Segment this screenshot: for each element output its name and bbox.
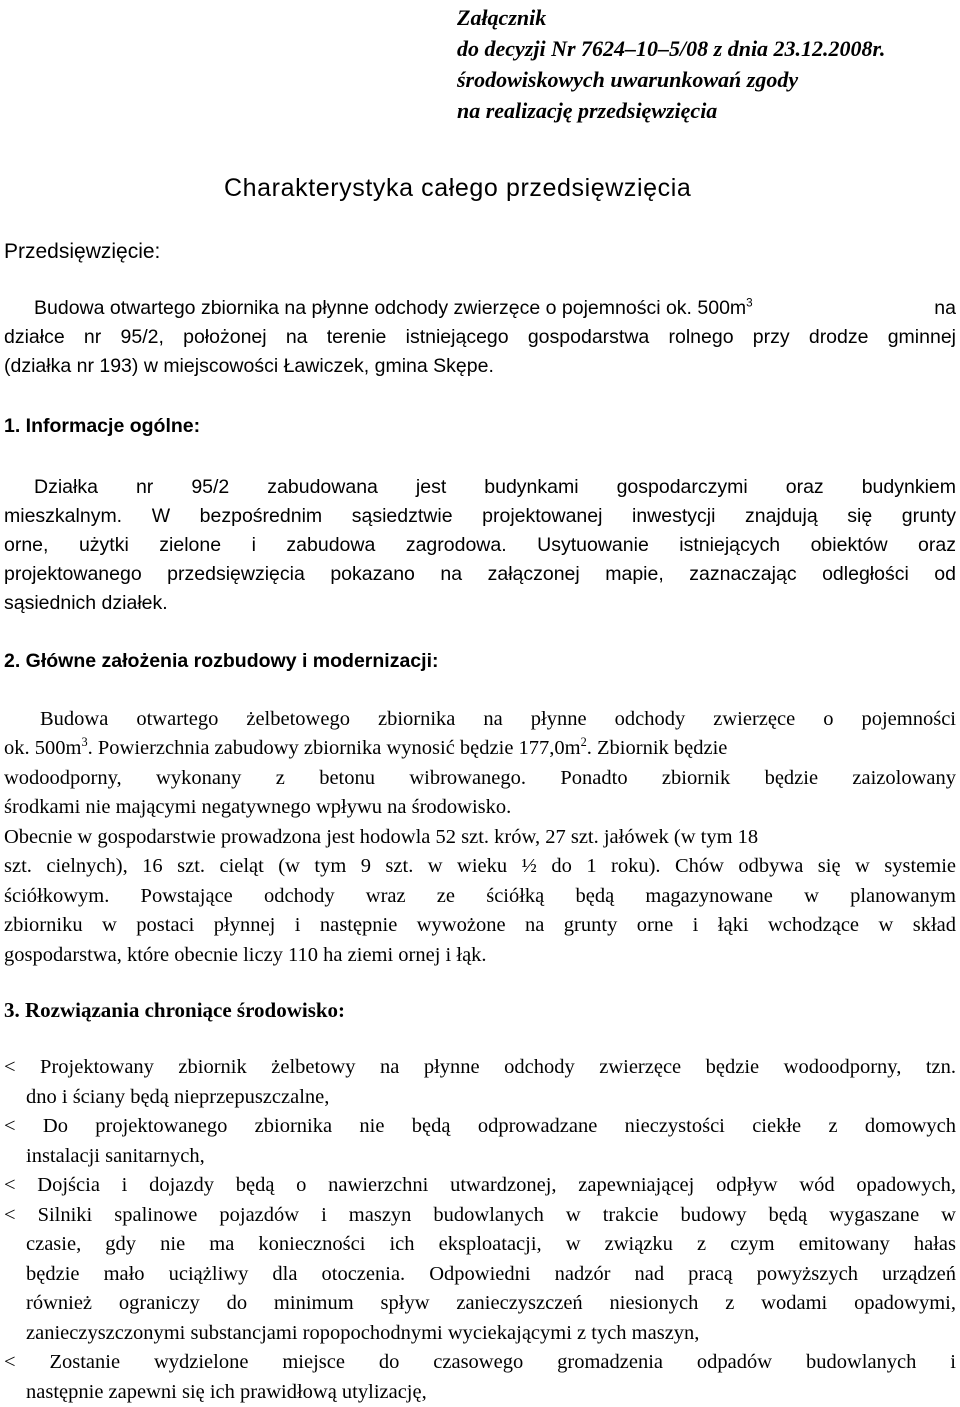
section-1-line: mieszkalnym. W bezpośrednim sąsiedztwie projektowanej inwestycji znajdują się grunty [4, 502, 956, 531]
project-line: (działka nr 193) w miejscowości Ławiczek, gmina Skępe. [4, 352, 956, 381]
project-description [34, 294, 956, 323]
project-label: Przedsięwzięcie: [4, 240, 160, 264]
section-2-heading: 2. Główne założenia rozbudowy i modernizacji: [4, 650, 438, 673]
project-line: działce nr 95/2, położonej na terenie istniejącego gospodarstwa rolnego przy drodze gminnej [4, 323, 956, 352]
section-2-line: Obecnie w gospodarstwie prowadzona jest hodowla 52 szt. krów, 27 szt. jałówek (w tym 18 [4, 823, 956, 853]
section-1-line: projektowanego przedsięwzięcia pokazano na załączonej mapie, zaznaczając odległości od [4, 560, 956, 589]
superscript: 2 [581, 735, 587, 749]
section-2-text: ok. 500m [4, 737, 81, 759]
project-line-text: Budowa otwartego zbiornika na płynne odchody zwierzęce o pojemności ok. 500m [34, 297, 746, 319]
section-3-line: < Silniki spalinowe pojazdów i maszyn budowlanych w trakcie budowy będą wygaszane w [4, 1201, 956, 1231]
section-3-heading: 3. Rozwiązania chroniące środowisko: [4, 998, 345, 1023]
section-3-line: dno i ściany będą nieprzepuszczalne, [4, 1083, 956, 1113]
section-1-first-line [34, 473, 956, 502]
section-3-line: < Projektowany zbiornik żelbetowy na płynne odchody zwierzęce będzie wodoodporny, tzn. [4, 1053, 956, 1083]
project-line-end: na [934, 294, 956, 323]
attachment-title: Załącznik [457, 2, 885, 33]
attachment-header [457, 2, 885, 126]
section-3-line: będzie mało uciążliwy dla otoczenia. Odpowiedni nadzór nad pracą powyższych urządzeń [4, 1260, 956, 1290]
superscript: 3 [81, 735, 87, 749]
section-2-text: . Zbiornik będzie [587, 737, 728, 759]
section-2-line [4, 734, 956, 764]
section-3-line: < Dojścia i dojazdy będą o nawierzchni utwardzonej, zapewniającej odpływ wód opadowych, [4, 1171, 956, 1201]
section-2-text: . Powierzchnia zabudowy zbiornika wynosić będzie 177,0m [88, 737, 581, 759]
section-2-body [4, 734, 956, 970]
section-3-line: następnie zapewni się ich prawidłową utylizację, [4, 1378, 956, 1407]
section-3-body [4, 1053, 956, 1407]
section-2-line: wodoodporny, wykonany z betonu wibrowanego. Ponadto zbiornik będzie zaizolowany [4, 764, 956, 794]
section-3-line: < Zostanie wydzielone miejsce do czasowego gromadzenia odpadów budowlanych i [4, 1348, 956, 1378]
section-3-line: < Do projektowanego zbiornika nie będą odprowadzane nieczystości ciekłe z domowych [4, 1112, 956, 1142]
section-3-line: instalacji sanitarnych, [4, 1142, 956, 1172]
section-1-line: sąsiednich działek. [4, 589, 956, 618]
section-1-body [4, 502, 956, 618]
section-2-line: ściółkowym. Powstające odchody wraz ze ściółką będą magazynowane w planowanym [4, 882, 956, 912]
section-2-line: Budowa otwartego żelbetowego zbiornika na płynne odchody zwierzęce o pojemności [40, 705, 956, 735]
superscript: 3 [746, 297, 753, 310]
section-1-line: Działka nr 95/2 zabudowana jest budynkami gospodarczymi oraz budynkiem [34, 473, 956, 502]
section-2-line: środkami nie mającymi negatywnego wpływu na środowisko. [4, 793, 956, 823]
project-line [34, 294, 956, 323]
section-2-line: szt. cielnych), 16 szt. cieląt (w tym 9 szt. w wieku ½ do 1 roku). Chów odbywa się w systemie [4, 852, 956, 882]
document-title: Charakterystyka całego przedsięwzięcia [224, 174, 691, 203]
attachment-decision-ref: do decyzji Nr 7624–10–5/08 z dnia 23.12.2008r. [457, 33, 885, 64]
section-1-line: orne, użytki zielone i zabudowa zagrodowa. Usytuowanie istniejących obiektów oraz [4, 531, 956, 560]
attachment-subject-line: na realizację przedsięwzięcia [457, 95, 885, 126]
section-2-line: zbiorniku w postaci płynnej i następnie wywożone na grunty orne i łąki wchodzące w skład [4, 911, 956, 941]
section-2-first-line [40, 705, 956, 735]
section-3-line: czasie, gdy nie ma konieczności ich eksploatacji, w związku z czym emitowany hałas [4, 1230, 956, 1260]
section-2-line: gospodarstwa, które obecnie liczy 110 ha ziemi ornej i łąk. [4, 941, 956, 971]
attachment-subject-line: środowiskowych uwarunkowań zgody [457, 64, 885, 95]
section-1-heading: 1. Informacje ogólne: [4, 415, 200, 438]
section-3-line: również ograniczy do minimum spływ zanieczyszczeń niesionych z wodami opadowymi, [4, 1289, 956, 1319]
project-description-cont [4, 323, 956, 381]
section-3-line: zanieczyszczonymi substancjami ropopochodnymi wyciekającymi z tych maszyn, [4, 1319, 956, 1349]
